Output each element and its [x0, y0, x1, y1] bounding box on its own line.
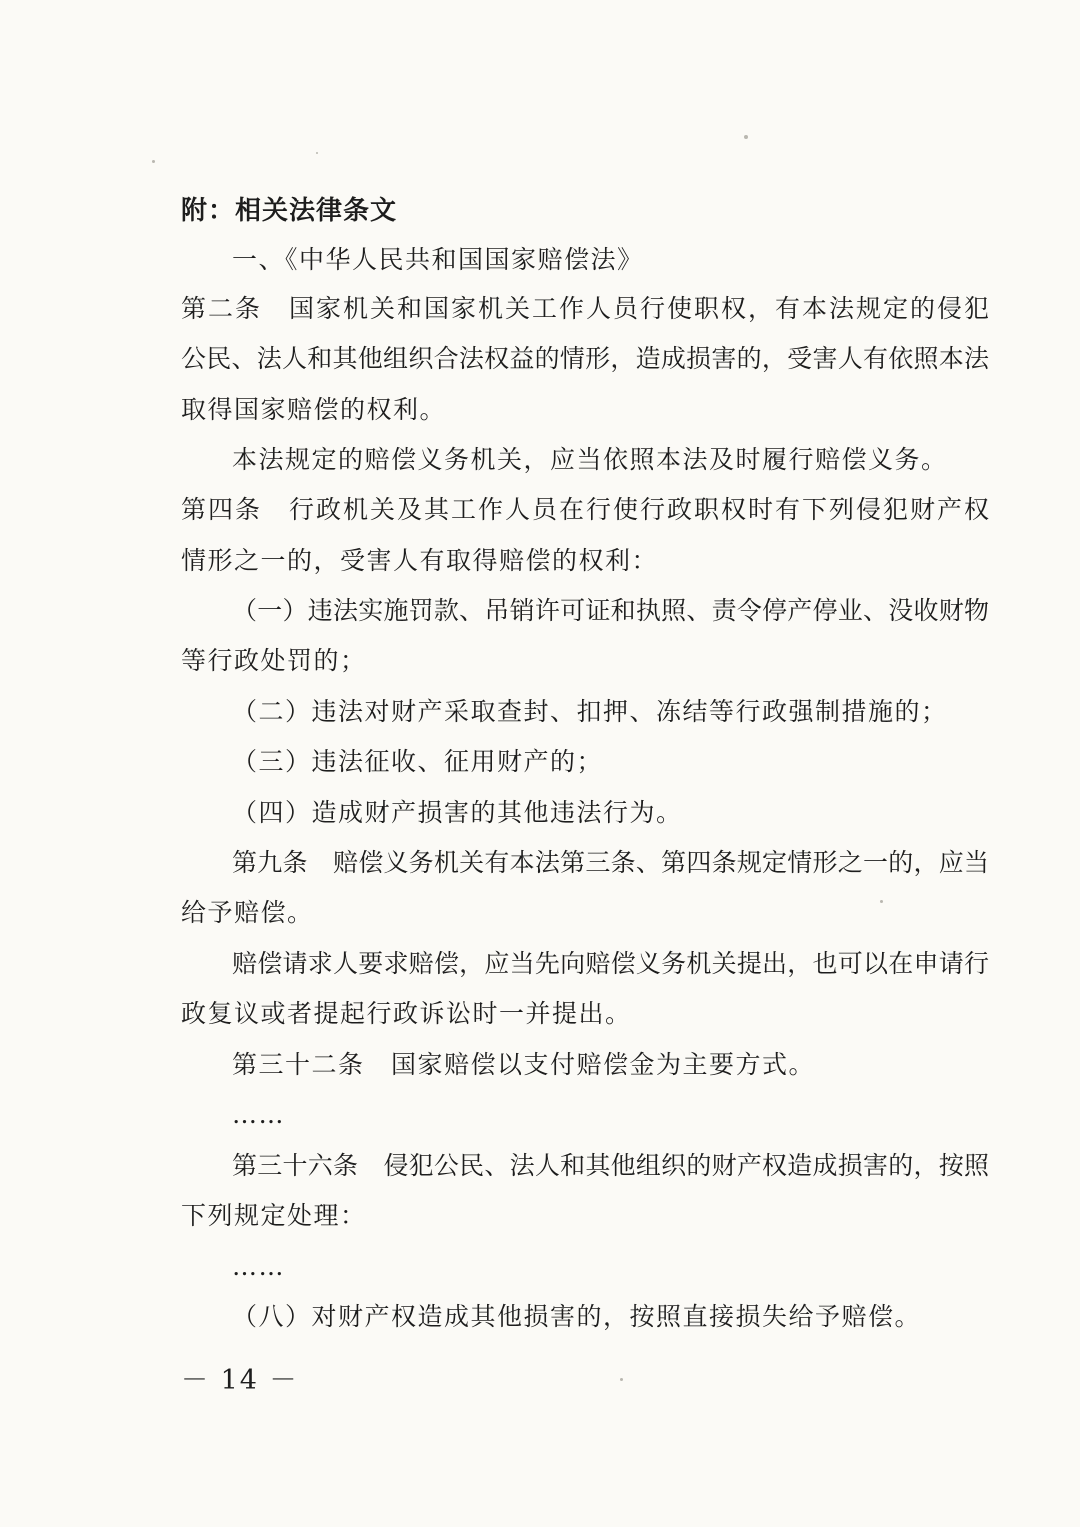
article-36-line-1: 第三十六条 侵犯公民、法人和其他组织的财产权造成损害的，按照: [232, 1151, 989, 1180]
article-4-item-1-line-2: 等行政处罚的；: [181, 646, 367, 675]
article-4-line-2: 情形之一的，受害人有取得赔偿的权利：: [181, 546, 659, 575]
article-2-paragraph-2: 本法规定的赔偿义务机关，应当依照本法及时履行赔偿义务。: [232, 445, 948, 474]
scan-speck: [620, 1378, 623, 1381]
article-4-line-1: 第四条 行政机关及其工作人员在行使行政职权时有下列侵犯财产权: [181, 495, 989, 524]
omission-ellipsis: ……: [232, 1252, 285, 1281]
scan-speck: [744, 135, 748, 139]
scan-speck: [316, 152, 318, 154]
article-4-item-1-line-1: （一）违法实施罚款、吊销许可证和执照、责令停产停业、没收财物: [232, 596, 989, 625]
article-9-line-1: 第九条 赔偿义务机关有本法第三条、第四条规定情形之一的，应当: [232, 848, 989, 877]
appendix-heading: 附：相关法律条文: [181, 196, 398, 226]
article-36-line-2: 下列规定处理：: [181, 1201, 367, 1230]
article-32: 第三十二条 国家赔偿以支付赔偿金为主要方式。: [232, 1050, 816, 1079]
article-4-item-4: （四）造成财产损害的其他违法行为。: [232, 798, 683, 827]
article-36-item-8: （八）对财产权造成其他损害的，按照直接损失给予赔偿。: [232, 1302, 922, 1331]
scan-speck: [880, 900, 883, 903]
article-9-line-2: 给予赔偿。: [181, 898, 314, 927]
omission-ellipsis: ……: [232, 1100, 285, 1129]
law-title: 一、《中华人民共和国国家赔偿法》: [232, 245, 644, 274]
article-9-paragraph-2-line-2: 政复议或者提起行政诉讼时一并提出。: [181, 999, 632, 1028]
article-4-item-2: （二）违法对财产采取查封、扣押、冻结等行政强制措施的；: [232, 697, 948, 726]
scan-speck: [152, 160, 155, 163]
article-2-line-3: 取得国家赔偿的权利。: [181, 395, 447, 424]
article-9-paragraph-2-line-1: 赔偿请求人要求赔偿，应当先向赔偿义务机关提出，也可以在申请行: [232, 949, 989, 978]
page-number: － 14 －: [181, 1365, 299, 1396]
article-2-line-1: 第二条 国家机关和国家机关工作人员行使职权，有本法规定的侵犯: [181, 294, 989, 323]
article-4-item-3: （三）违法征收、征用财产的；: [232, 747, 604, 776]
article-2-line-2: 公民、法人和其他组织合法权益的情形，造成损害的，受害人有依照本法: [181, 344, 989, 373]
